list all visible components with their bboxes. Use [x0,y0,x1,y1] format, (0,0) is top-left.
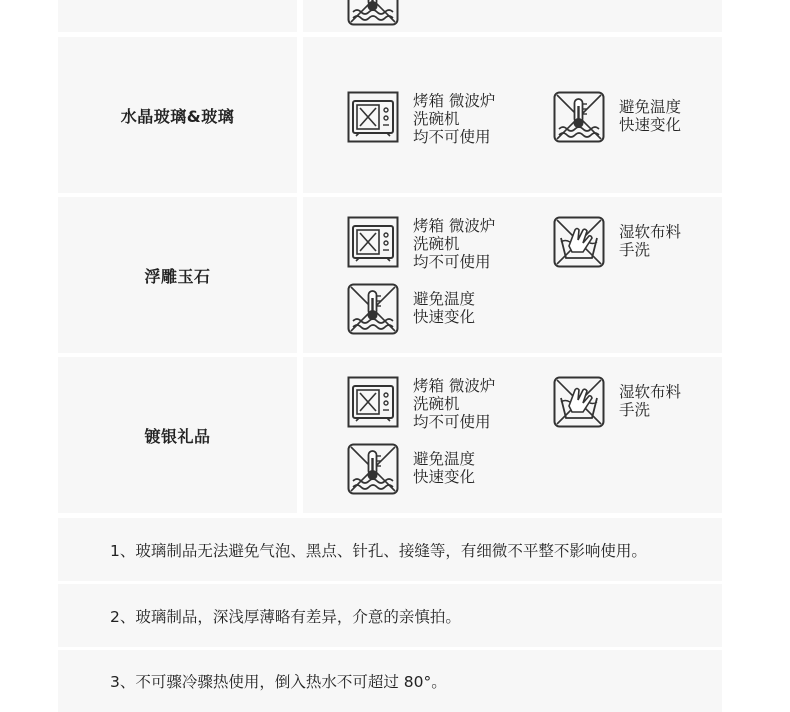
material-name: 水晶玻璃&玻璃 [120,106,235,126]
footnote [58,650,722,712]
care-text: 避免温度 快速变化 [413,450,476,486]
care-text: 避免温度 快速变化 [413,290,476,326]
care-item [553,376,681,428]
care-item [347,91,495,146]
footnote [58,518,722,581]
care-item [347,376,495,431]
hand-wash-icon [553,376,605,428]
material-cell [58,0,297,32]
care-text: 烤箱 微波炉 洗碗机 均不可使用 [413,92,496,146]
footnote-text: 1、玻璃制品无法避免气泡、黑点、针孔、接缝等，有细微不平整不影响使用。 [110,541,647,560]
care-item [553,91,681,143]
hand-wash-icon [553,216,605,268]
care-text: 湿软布料 手洗 [619,383,682,419]
no-oven-microwave-dishwasher-icon [347,91,399,143]
footnote-text: 2、玻璃制品，深浅厚薄略有差异，介意的亲慎拍。 [110,607,461,626]
care-item [347,283,475,335]
care-text: 烤箱 微波炉 洗碗机 均不可使用 [413,217,496,271]
temperature-change-icon [347,443,399,495]
care-text: 烤箱 微波炉 洗碗机 均不可使用 [413,377,496,431]
care-item [347,216,495,271]
no-oven-microwave-dishwasher-icon [347,376,399,428]
material-name: 镀银礼品 [144,426,211,446]
material-name: 浮雕玉石 [144,266,211,286]
no-oven-microwave-dishwasher-icon [347,216,399,268]
care-item [347,443,475,495]
temperature-change-icon [347,0,399,26]
footnote-text: 3、不可骤冷骤热使用，倒入热水不可超过 80°。 [110,673,447,691]
care-text: 避免温度 快速变化 [619,98,682,134]
care-text: 湿软布料 手洗 [619,223,682,259]
temperature-change-icon [553,91,605,143]
footnote [58,584,722,647]
temperature-change-icon [347,283,399,335]
care-item [553,216,681,268]
care-item [347,0,475,26]
